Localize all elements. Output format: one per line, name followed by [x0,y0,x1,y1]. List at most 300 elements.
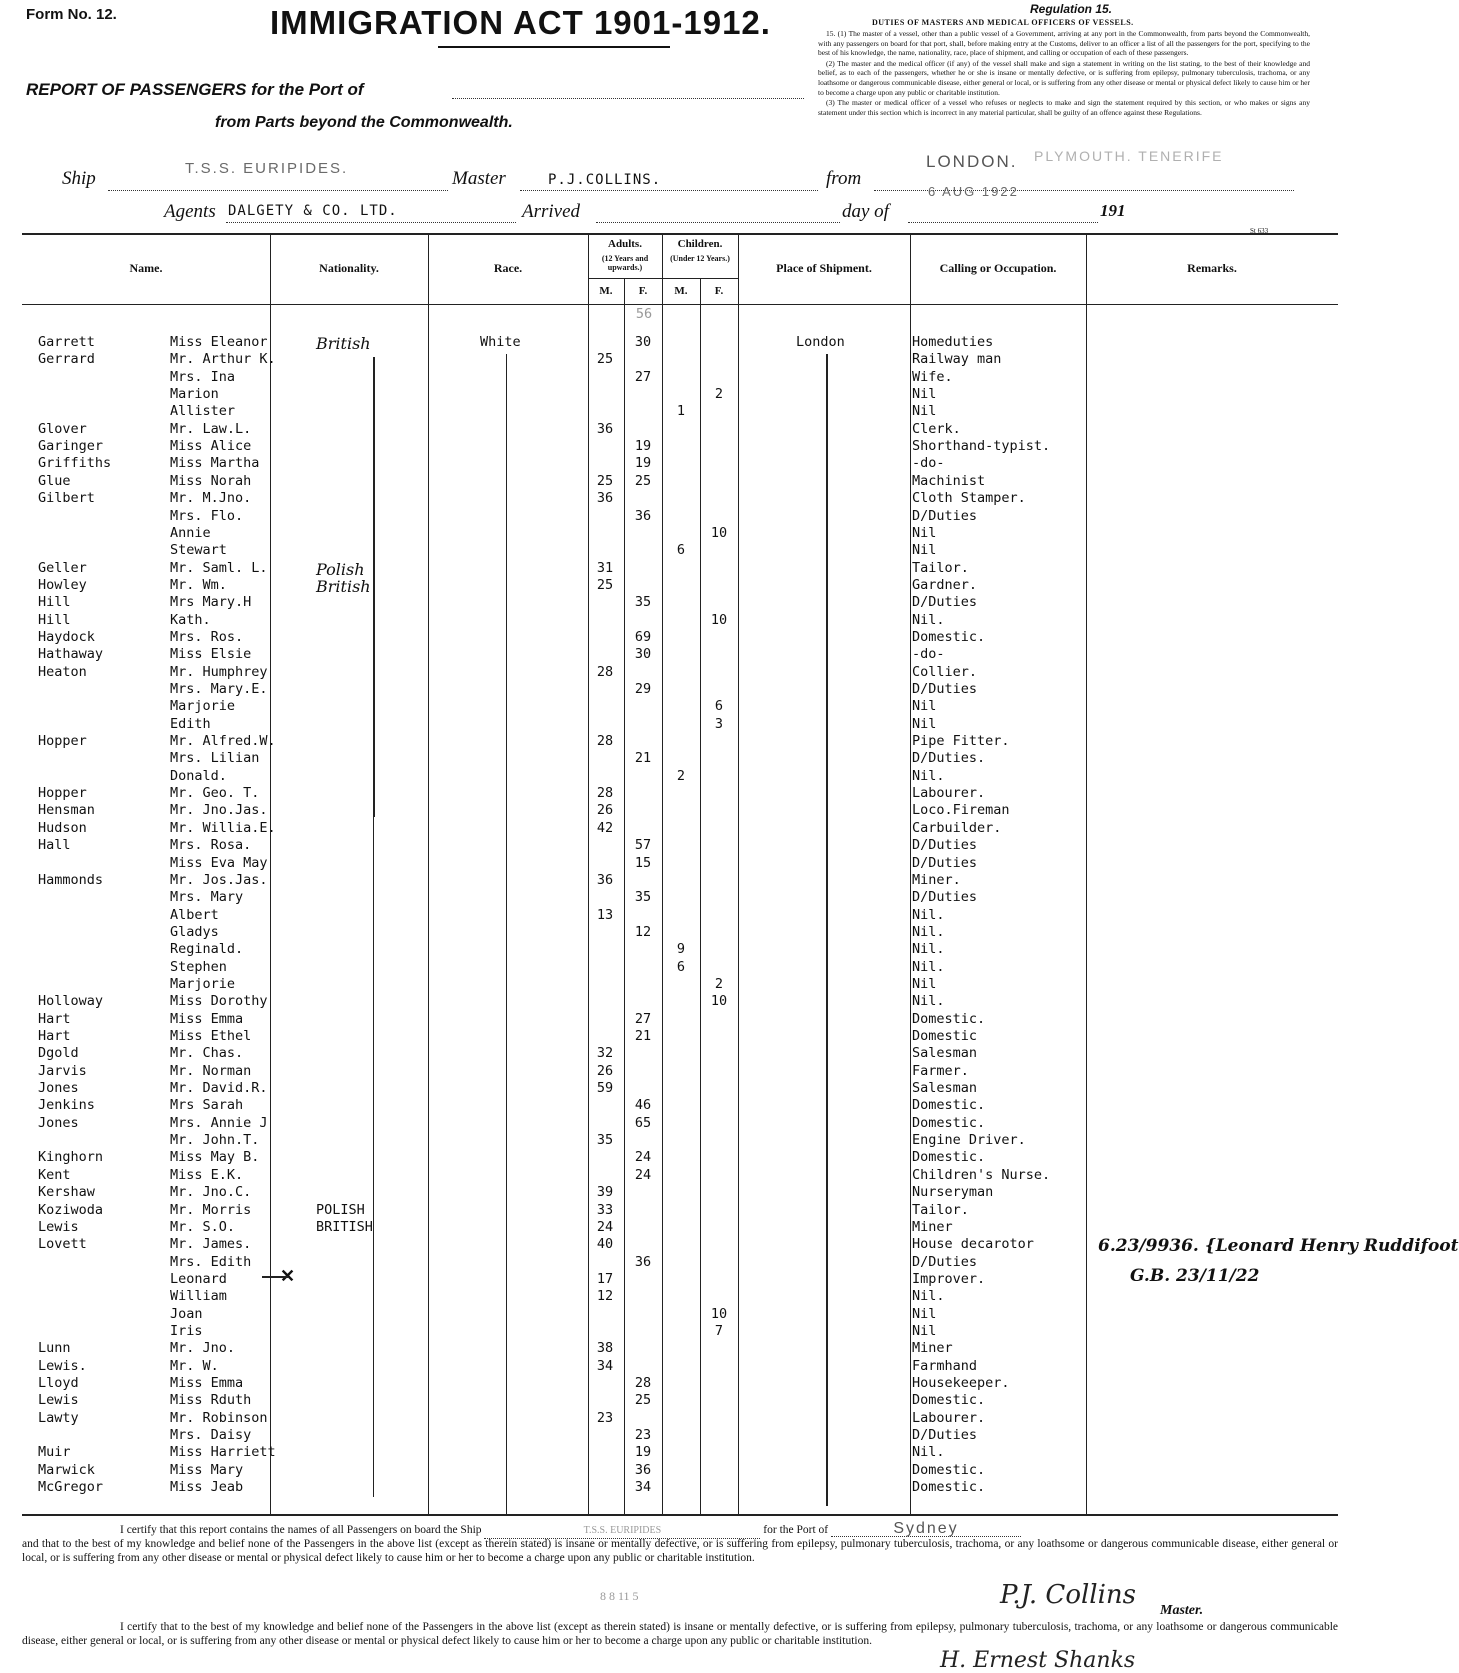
agents-label: Agents [164,201,216,222]
cell-occupation: Farmhand [912,1357,978,1374]
master-cert-a: I certify that this report contains the names of all Passengers on board the Ship [120,1524,482,1536]
cell-given-name: Joan [170,1305,203,1322]
col-divider-adults [662,233,663,1514]
nationality-ditto-mark-2 [373,587,374,1497]
cell-occupation: Nil. [912,611,945,628]
master-label: Master [452,168,506,189]
arrived-label: Arrived [522,201,581,222]
cell-occupation: Miner [912,1340,953,1357]
cell-adult-female: 36 [634,1461,652,1478]
cell-adult-female: 30 [634,334,652,350]
cell-given-name: Reginald. [170,941,244,958]
cell-given-name: Miss Jeab [170,1479,244,1496]
cell-occupation: Loco.Fireman [912,802,1010,819]
cell-surname: Lewis. [38,1357,87,1374]
master-signature: P.J. Collins [1000,1580,1137,1610]
col-divider-place [910,233,911,1514]
header-adults-m: M. [599,285,613,297]
cell-given-name: Mrs Mary.H [170,594,252,611]
mf-subheader-rule [588,278,738,279]
col-divider-children-m [700,278,701,1514]
cell-adult-female: 19 [634,1444,652,1461]
cell-adult-male: 36 [596,490,614,507]
cell-surname: Griffiths [38,455,112,472]
from-label: from [826,168,862,189]
master-fill-line [520,190,818,191]
cell-given-name: Mr. Robinson [170,1409,268,1426]
regulation-body [818,29,1310,118]
cell-occupation: Nil. [912,958,945,975]
cell-given-name: Mr. Jno.C. [170,1184,252,1201]
cell-occupation: Children's Nurse. [912,1166,1051,1183]
form-code: St 633 [1250,227,1269,235]
cell-occupation: Salesman [912,1080,978,1097]
cell-adult-male: 25 [596,351,614,368]
cell-given-name: Annie [170,524,211,541]
cell-surname: Gilbert [38,490,95,507]
cell-adult-female: 69 [634,628,652,645]
header-adults: Adults. [608,238,642,250]
cell-adult-female: 15 [634,854,652,871]
master-label: Master. [1160,1603,1204,1618]
cell-surname: Haydock [38,628,95,645]
cell-occupation: Housekeeper. [912,1375,1010,1391]
port-fill-line [452,98,804,99]
cell-given-name: Mr. Geo. T. [170,785,260,802]
report-title: REPORT OF PASSENGERS for the Port of [26,80,364,99]
cell-adult-female: 65 [634,1114,652,1131]
year-suffix: 191 [1100,201,1126,220]
ship-label: Ship [62,168,96,189]
table-bottom-rule [22,1514,1338,1516]
cell-adult-female: 35 [634,594,652,611]
cell-surname: Kent [38,1166,71,1183]
cell-occupation: D/Duties [912,837,978,854]
cell-given-name: Miss Elsie [170,646,252,663]
cell-given-name: Kath. [170,611,211,628]
cell-given-name: Mrs. Rosa. [170,837,252,854]
cell-surname: Lloyd [38,1375,79,1391]
cell-occupation: Miner. [912,871,961,888]
cell-given-name: Mrs. Ina [170,368,236,385]
cell-occupation: Nil. [912,1444,945,1461]
cell-adult-male: 24 [596,1218,614,1235]
cell-given-name: Mr. Humphrey [170,663,268,680]
cell-race: White [480,334,521,350]
cell-child-female: 2 [714,386,724,403]
cell-adult-female: 21 [634,1028,652,1044]
master-cert-ship: T.S.S. EURIPIDES [484,1524,760,1539]
regulation-para-1: 15. (1) The master of a vessel, other than a public vessel of a Government, arriving at any port in the Commonwealth, from parts beyond the Commonwealth, with any passengers on board for that port, shall, before making entry at the Customs, deliver to an officer a list of all the passengers for the port, specifying to the best of his knowledge, the name, nationality, race, place of shipment, and calling or occupation of each of these passengers. [818,29,1310,58]
cell-adult-female: 24 [634,1149,652,1166]
regulation-para-3: (3) The master or medical officer of a vessel who refuses or neglects to make and sign the statement required by this section, or who makes or signs any statement under this section which is incorrect in any material particular, shall be guilty of an offence against these Regulations. [818,98,1310,117]
cell-given-name: Mr. S.O. [170,1218,236,1235]
cell-occupation: Farmer. [912,1062,969,1079]
cell-surname: Jenkins [38,1097,95,1114]
cell-occupation: D/Duties [912,681,978,697]
cell-surname: Garinger [38,438,104,455]
header-children-f: F. [714,285,724,297]
cell-surname: Hathaway [38,646,104,663]
cell-occupation: Nil. [912,923,945,940]
cell-surname: Hensman [38,802,95,819]
cell-adult-female: 30 [634,646,652,663]
cell-adult-female: 23 [634,1427,652,1444]
cell-given-name: Miss Mary [170,1461,244,1478]
cell-adult-female: 19 [634,438,652,455]
col-divider-nationality [428,233,429,1514]
master-value: P.J.COLLINS. [548,172,662,188]
cell-occupation: Nil. [912,993,945,1010]
cell-occupation: Shorthand-typist. [912,438,1051,455]
cell-adult-male: 32 [596,1045,614,1062]
cell-given-name: Albert [170,906,219,923]
header-place-of-shipment: Place of Shipment. [776,261,872,275]
cell-adult-male: 28 [596,663,614,680]
cell-occupation: -do- [912,455,945,472]
regulation-title: Regulation 15. [1030,2,1113,16]
top-marks: 56 [635,306,653,322]
cell-occupation: House decarotor [912,1236,1034,1253]
cell-given-name: Mr. M.Jno. [170,490,252,507]
cell-occupation: Wife. [912,368,953,385]
cell-given-name: Miss Dorothy [170,993,268,1010]
cell-given-name: Mr. Willia.E. [170,819,276,836]
cell-occupation: Nurseryman [912,1184,994,1201]
header-adults-sub: (12 Years and upwards.) [601,254,649,272]
cell-given-name: Miss E.K. [170,1166,244,1183]
cell-surname: Jones [38,1080,79,1097]
race-ditto-mark [506,354,507,1514]
cell-adult-female: 57 [634,837,652,854]
cell-occupation: Nil [912,524,937,541]
day-of-fill-line [908,222,1098,223]
cell-adult-female: 27 [634,368,652,385]
cell-adult-male: 28 [596,733,614,750]
cell-surname: Gerrard [38,351,95,368]
cell-given-name: Mrs. Mary [170,889,244,906]
cell-adult-male: 59 [596,1080,614,1097]
from-extra-ports: PLYMOUTH. TENERIFE [1034,148,1224,164]
cell-adult-female: 28 [634,1375,652,1391]
cell-surname: McGregor [38,1479,104,1496]
cell-surname: Lunn [38,1340,71,1357]
cell-surname: Lewis [38,1392,79,1409]
cell-occupation: Nil. [912,767,945,784]
cell-occupation: Miner [912,1218,953,1235]
cell-adult-male: 33 [596,1201,614,1218]
cell-occupation: Nil [912,715,937,732]
cell-occupation: Nil. [912,1288,945,1305]
header-children-sub: (Under 12 Years.) [670,254,730,263]
cell-surname: Glover [38,420,87,437]
cell-nationality: Polish [316,559,365,579]
cell-surname: Hopper [38,785,87,802]
cell-adult-male: 34 [596,1357,614,1374]
cell-adult-male: 39 [596,1184,614,1201]
cell-given-name: Miss Harriett [170,1444,276,1461]
cell-occupation: Domestic. [912,628,986,645]
cell-occupation: Collier. [912,663,978,680]
ship-value: T.S.S. EURIPIDES. [185,160,349,177]
agents-value: DALGETY & CO. LTD. [228,203,398,219]
cell-occupation: Domestic. [912,1149,986,1166]
cell-given-name: Donald. [170,767,227,784]
cell-child-female: 10 [710,611,728,628]
act-title: IMMIGRATION ACT 1901-1912. [270,4,771,41]
cell-given-name: Miss Rduth [170,1392,252,1409]
cell-adult-female: 36 [634,507,652,524]
cell-adult-female: 25 [634,1392,652,1409]
cell-occupation: Salesman [912,1045,978,1062]
cell-occupation: Cloth Stamper. [912,490,1026,507]
cell-surname: Hart [38,1010,71,1027]
header-remarks: Remarks. [1187,261,1237,275]
cell-given-name: Marjorie [170,698,236,715]
cell-child-female: 10 [710,1305,728,1322]
cell-given-name: Mr. John.T. [170,1132,260,1149]
report-subtitle: from Parts beyond the Commonwealth. [215,114,513,131]
cell-child-female: 6 [714,698,724,715]
cell-surname: Lewis [38,1218,79,1235]
cell-given-name: Mr. Norman [170,1062,252,1079]
cell-surname: Hammonds [38,871,104,888]
cell-adult-male: 25 [596,472,614,489]
cell-occupation: Labourer. [912,1409,986,1426]
header-nationality: Nationality. [319,261,379,275]
cell-surname: Hall [38,837,71,854]
cell-surname: Geller [38,559,87,576]
cell-occupation: Machinist [912,472,986,489]
remarks-note-line-2: G.B. 23/11/22 [1130,1266,1260,1286]
cell-child-female: 10 [710,524,728,541]
cell-occupation: D/Duties [912,507,978,524]
header-name: Name. [129,261,163,275]
cell-child-male: 2 [676,767,686,784]
col-divider-name [270,233,271,1514]
cell-occupation: Engine Driver. [912,1132,1026,1149]
cell-given-name: Mr. Jno.Jas. [170,802,268,819]
cell-child-female: 2 [714,975,724,992]
cell-adult-male: 36 [596,871,614,888]
cell-occupation: D/Duties [912,889,978,906]
cell-nationality: British [316,334,371,353]
cell-adult-female: 12 [634,923,652,940]
header-calling: Calling or Occupation. [939,261,1057,275]
cell-adult-female: 34 [634,1479,652,1496]
col-divider-race [588,233,589,1514]
cell-occupation: Carbuilder. [912,819,1002,836]
cell-given-name: Mr. Saml. L. [170,559,268,576]
cell-given-name: Marjorie [170,975,236,992]
cell-given-name: William [170,1288,227,1305]
cell-given-name: Miss Eleanor [170,334,268,350]
remarks-note-line-1: 6.23/9936. {Leonard Henry Ruddifoot [1098,1236,1459,1256]
cell-surname: Jarvis [38,1062,87,1079]
title-underline [438,46,670,48]
cell-surname: Lovett [38,1236,87,1253]
cell-given-name: Miss Emma [170,1010,244,1027]
cell-occupation: Domestic. [912,1010,986,1027]
col-divider-adults-m [624,278,625,1514]
cell-occupation: Nil. [912,941,945,958]
cell-occupation: Clerk. [912,420,961,437]
master-cert-body: and that to the best of my knowledge and belief none of the Passengers in the above list (except as therein stated) is insane or mentally defective, or is suffering from epilepsy, pulmonary tuberculosis, trachoma, or any loathsome or dangerous communicable disease, either general or local, or is suffering from any other disease or mental or physical defect likely to cause him or her to become a charge upon any public or charitable institution. [22,1538,1338,1564]
cell-adult-male: 26 [596,802,614,819]
medical-signature: H. Ernest Shanks [940,1648,1136,1673]
cell-surname: Jones [38,1114,79,1131]
agents-fill-line [226,222,516,223]
cell-child-male: 6 [676,958,686,975]
header-race: Race. [493,261,523,275]
cell-adult-male: 31 [596,559,614,576]
cell-given-name: Mr. David.R. [170,1080,268,1097]
cell-given-name: Mrs. Annie J [170,1114,268,1131]
header-children-m: M. [674,285,688,297]
cell-given-name: Mr. Jno. [170,1340,236,1357]
cell-occupation: Domestic [912,1028,978,1044]
cell-occupation: D/Duties. [912,750,986,767]
header-children: Children. [677,238,723,250]
cell-adult-female: 27 [634,1010,652,1027]
cross-mark-line [262,1276,288,1278]
cell-surname: Hopper [38,733,87,750]
cell-given-name: Leonard [170,1270,227,1287]
master-cert-b: for the Port of [763,1524,829,1536]
cell-given-name: Mr. Morris [170,1201,252,1218]
cell-occupation: Nil [912,1322,937,1339]
cell-adult-male: 38 [596,1340,614,1357]
cell-occupation: Nil. [912,906,945,923]
cell-occupation: Domestic. [912,1392,986,1409]
cell-given-name: Mrs. Lilian [170,750,260,767]
cell-adult-female: 46 [634,1097,652,1114]
table-top-rule [22,233,1338,235]
cell-given-name: Miss Ethel [170,1028,252,1044]
cell-nationality: POLISH [316,1201,365,1218]
cell-child-female: 7 [714,1322,724,1339]
cell-occupation: Nil [912,1305,937,1322]
medical-cert: I certify that to the best of my knowledge and belief none of the Passengers in the above list (except as therein stated) is insane or mentally defective, or is suffering from epilepsy, pulmonary tuberculosis, trachoma, or any loathsome or dangerous communicable disease, either general or local, or is suffering from any other disease or mental or physical defect likely to cause him or her to become a charge upon any public or charitable institution. [22,1621,1338,1647]
cell-adult-male: 40 [596,1236,614,1253]
faint-number: 8 8 11 5 [600,1589,639,1603]
cell-adult-male: 36 [596,420,614,437]
cell-occupation: Nil [912,542,937,559]
cell-given-name: Allister [170,403,236,420]
arrival-date-stamp: 6 AUG 1922 [928,184,1019,199]
cell-nationality: BRITISH [316,1218,373,1235]
cell-surname: Hill [38,611,71,628]
cell-surname: Muir [38,1444,71,1461]
cell-occupation: Pipe Fitter. [912,733,1010,750]
cell-surname: Lawty [38,1409,79,1426]
regulation-subtitle: DUTIES OF MASTERS AND MEDICAL OFFICERS OF VESSELS. [872,18,1134,27]
cell-given-name: Mr. Law.L. [170,420,252,437]
cell-occupation: D/Duties [912,1253,978,1270]
regulation-para-2: (2) The master and the medical officer (if any) of the vessel shall make and sign a statement in writing on the list stating, to the best of their knowledge and belief, as to each of the passengers, whether he or she is insane or mentally defective, or is suffering from epilepsy, pulmonary tuberculosis, trachoma, or any loathsome or dangerous communicable disease, either general or local, or is suffering from any other disease or mental or physical defect likely to cause him or her to become a charge upon any public or charitable institution. [818,58,1310,97]
cell-given-name: Gladys [170,923,219,940]
cell-surname: Garrett [38,334,95,350]
cell-place-of-shipment: London [796,334,845,350]
cell-occupation: Domestic. [912,1097,986,1114]
cell-given-name: Stewart [170,542,227,559]
cell-given-name: Iris [170,1322,203,1339]
cell-adult-male: 26 [596,1062,614,1079]
cell-adult-female: 24 [634,1166,652,1183]
cell-occupation: Nil [912,386,937,403]
cell-surname: Holloway [38,993,104,1010]
cell-surname: Kershaw [38,1184,95,1201]
cell-adult-female: 29 [634,681,652,697]
cell-given-name: Mr. Chas. [170,1045,244,1062]
from-value: LONDON. [926,152,1018,171]
cell-adult-female: 36 [634,1253,652,1270]
cell-given-name: Miss May B. [170,1149,260,1166]
cell-occupation: Nil [912,403,937,420]
cell-occupation: D/Duties [912,854,978,871]
cell-occupation: Tailor. [912,1201,969,1218]
table-header-rule [22,304,1338,305]
cell-adult-male: 35 [596,1132,614,1149]
cell-surname: Marwick [38,1461,95,1478]
cell-occupation: Tailor. [912,559,969,576]
cell-occupation: Nil [912,698,937,715]
cell-occupation: D/Duties [912,594,978,611]
cell-surname: Glue [38,472,71,489]
cell-given-name: Miss Norah [170,472,252,489]
cell-occupation: Domestic. [912,1461,986,1478]
cell-child-female: 10 [710,993,728,1010]
cell-occupation: Domestic. [912,1479,986,1496]
cell-occupation: Labourer. [912,785,986,802]
cell-given-name: Mrs Sarah [170,1097,244,1114]
cell-given-name: Mrs. Edith [170,1253,252,1270]
cell-adult-male: 12 [596,1288,614,1305]
cell-adult-female: 19 [634,455,652,472]
cell-given-name: Marion [170,386,219,403]
ship-fill-line [108,190,448,191]
cell-given-name: Stephen [170,958,227,975]
cell-adult-female: 21 [634,750,652,767]
cell-occupation: Improver. [912,1270,986,1287]
cell-given-name: Mr. Jos.Jas. [170,871,268,888]
cell-surname: Hudson [38,819,87,836]
cell-occupation: -do- [912,646,945,663]
cell-child-male: 1 [676,403,686,420]
cell-given-name: Mrs. Mary.E. [170,681,268,697]
cell-given-name: Mr. Alfred.W. [170,733,276,750]
cell-surname: Hill [38,594,71,611]
cell-given-name: Mrs. Ros. [170,628,244,645]
cell-given-name: Miss Eva May [170,854,268,871]
cell-adult-male: 23 [596,1409,614,1426]
form-number: Form No. 12. [26,6,117,23]
cell-child-male: 6 [676,542,686,559]
cell-adult-male: 25 [596,576,614,593]
cell-occupation: Homeduties [912,334,994,350]
cell-given-name: Mr. Arthur K. [170,351,276,368]
cell-adult-male: 17 [596,1270,614,1287]
cell-occupation: Gardner. [912,576,978,593]
cell-adult-male: 42 [596,819,614,836]
cross-mark: ✕ [280,1266,296,1286]
cell-given-name: Miss Emma [170,1375,244,1391]
cell-occupation: D/Duties [912,1427,978,1444]
cell-adult-male: 13 [596,906,614,923]
cell-adult-female: 25 [634,472,652,489]
cell-surname: Kinghorn [38,1149,104,1166]
col-divider-calling [1086,233,1087,1514]
